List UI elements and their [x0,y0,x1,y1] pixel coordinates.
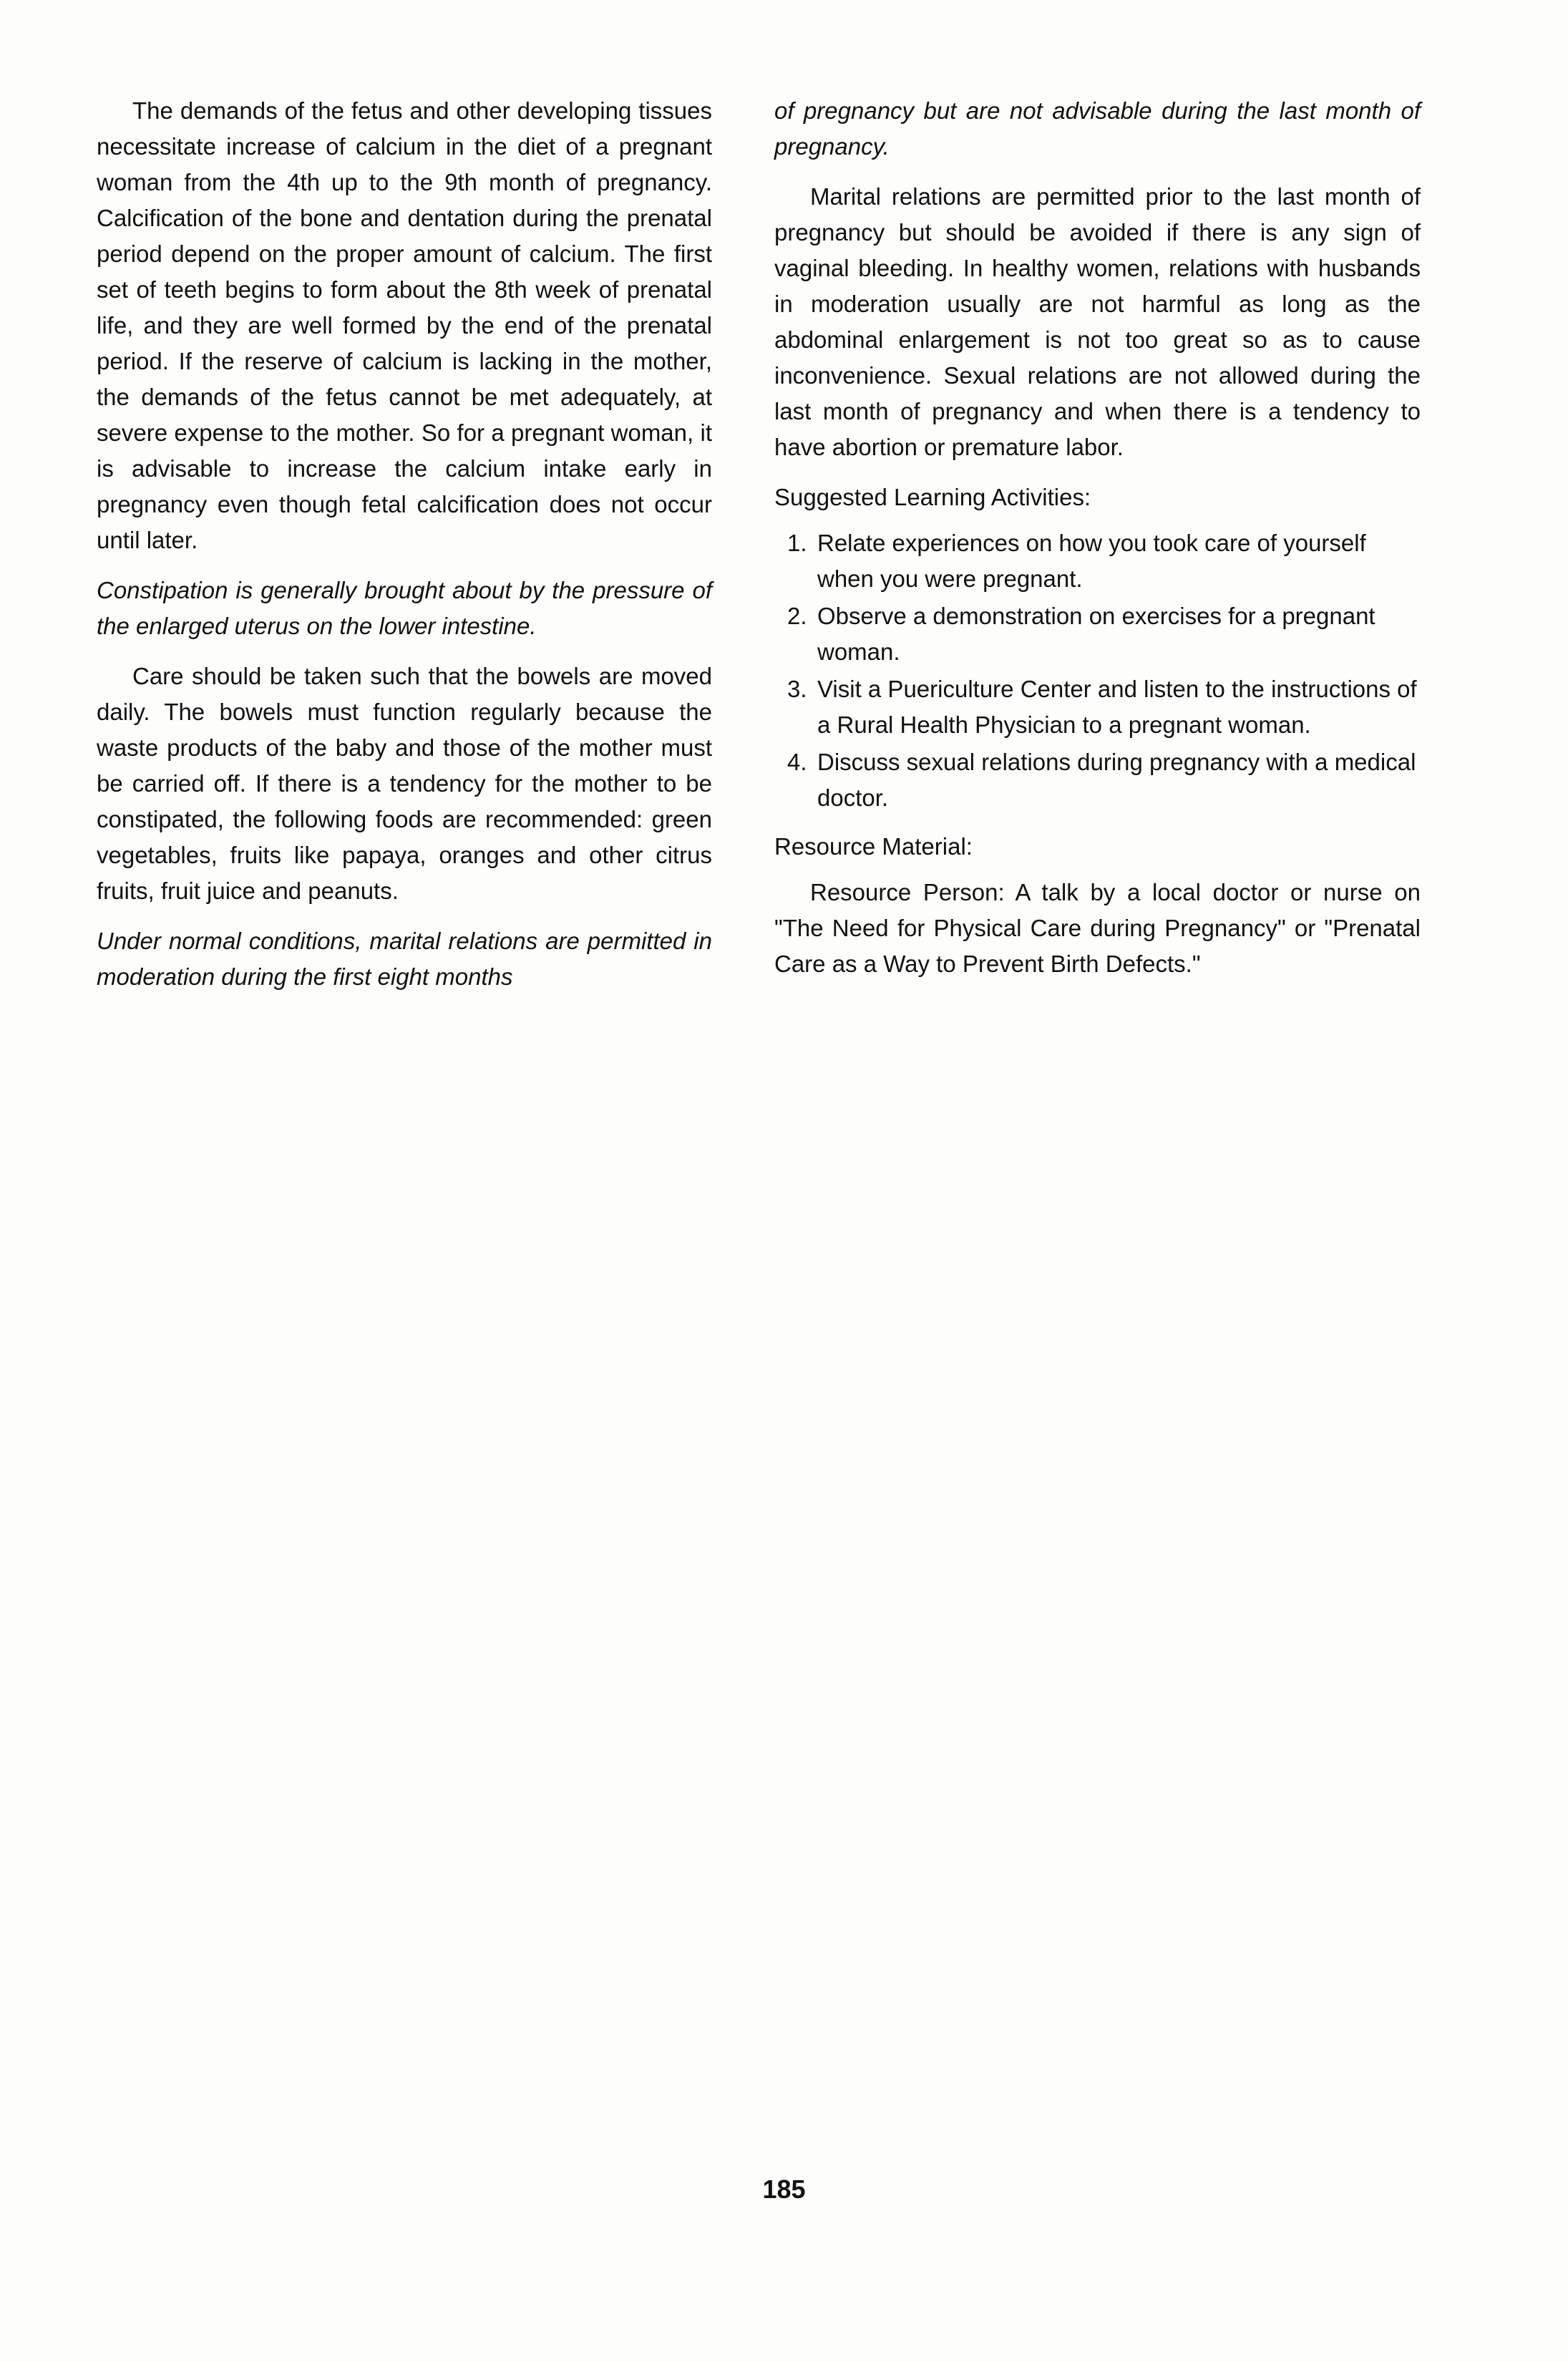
list-item-number: 3. [787,676,807,702]
list-item-text: Observe a demonstration on exercises for a pregnant woman. [817,603,1375,665]
list-item [774,525,1421,597]
marital-relations-paragraph: Marital relations are permitted prior to the last month of pregnancy but should be avoided if there is any sign of vaginal bleeding. In healthy women, relations with husbands in moderation usually are not harmful as long as the abdominal enlargement is not too great so as to cause inconvenience. Sexual relations are not allowed during the last month of pregnancy and when there is a tendency to have abortion or premature labor. [774,183,1421,460]
resource-person-paragraph: Resource Person: A talk by a local doctor or nurse on "The Need for Physical Care during Pregnancy" or "Prenatal Care as a Way to Prevent Birth Defects." [774,879,1421,977]
list-item [774,598,1421,670]
calcium-paragraph: The demands of the fetus and other developing tissues necessitate increase of calcium in the diet of a pregnant woman from the 4th up to the 9th month of pregnancy. Calcification of the bone and dentation during the prenatal period depend on the proper amount of calcium. The first set of teeth begins to form about the 8th week of prenatal life, and they are well formed by the end of the prenatal period. If the reserve of calcium is lacking in the mother, the demands of the fetus cannot be met adequately, at severe expense to the mother. So for a pregnant woman, it is advisable to increase the calcium intake early in pregnancy even though fetal calcification does not occur until later. [97,97,712,553]
activities-list [774,525,1421,816]
list-item-text: Discuss sexual relations during pregnancy with a medical doctor. [817,749,1416,811]
list-item-text: Relate experiences on how you took care of yourself when you were pregnant. [817,530,1366,592]
marital-relations-statement-continued: of pregnancy but are not advisable during the last month of pregnancy. [774,97,1421,160]
page-number: 185 [762,2174,806,2204]
activities-heading: Suggested Learning Activities: [774,484,1091,510]
resource-heading: Resource Material: [774,833,973,860]
list-item [774,744,1421,816]
list-item-number: 2. [787,603,807,629]
marital-relations-statement: Under normal conditions, marital relations are permitted in moderation during the first eight months [97,928,712,990]
list-item-number: 4. [787,749,807,775]
list-item [774,671,1421,743]
list-item-text: Visit a Puericulture Center and listen to the instructions of a Rural Health Physician to a pregnant woman. [817,676,1417,738]
list-item-number: 1. [787,530,807,556]
right-column [774,93,1421,996]
left-column [97,93,712,1009]
bowels-paragraph: Care should be taken such that the bowels are moved daily. The bowels must function regularly because the waste products of the baby and those of the mother must be carried off. If there is a tendency for the mother to be constipated, the following foods are recommended: green vegetables, fruits like papaya, oranges and other citrus fruits, fruit juice and peanuts. [97,663,712,904]
constipation-statement: Constipation is generally brought about by the pressure of the enlarged uterus on the lower intestine. [97,577,712,639]
